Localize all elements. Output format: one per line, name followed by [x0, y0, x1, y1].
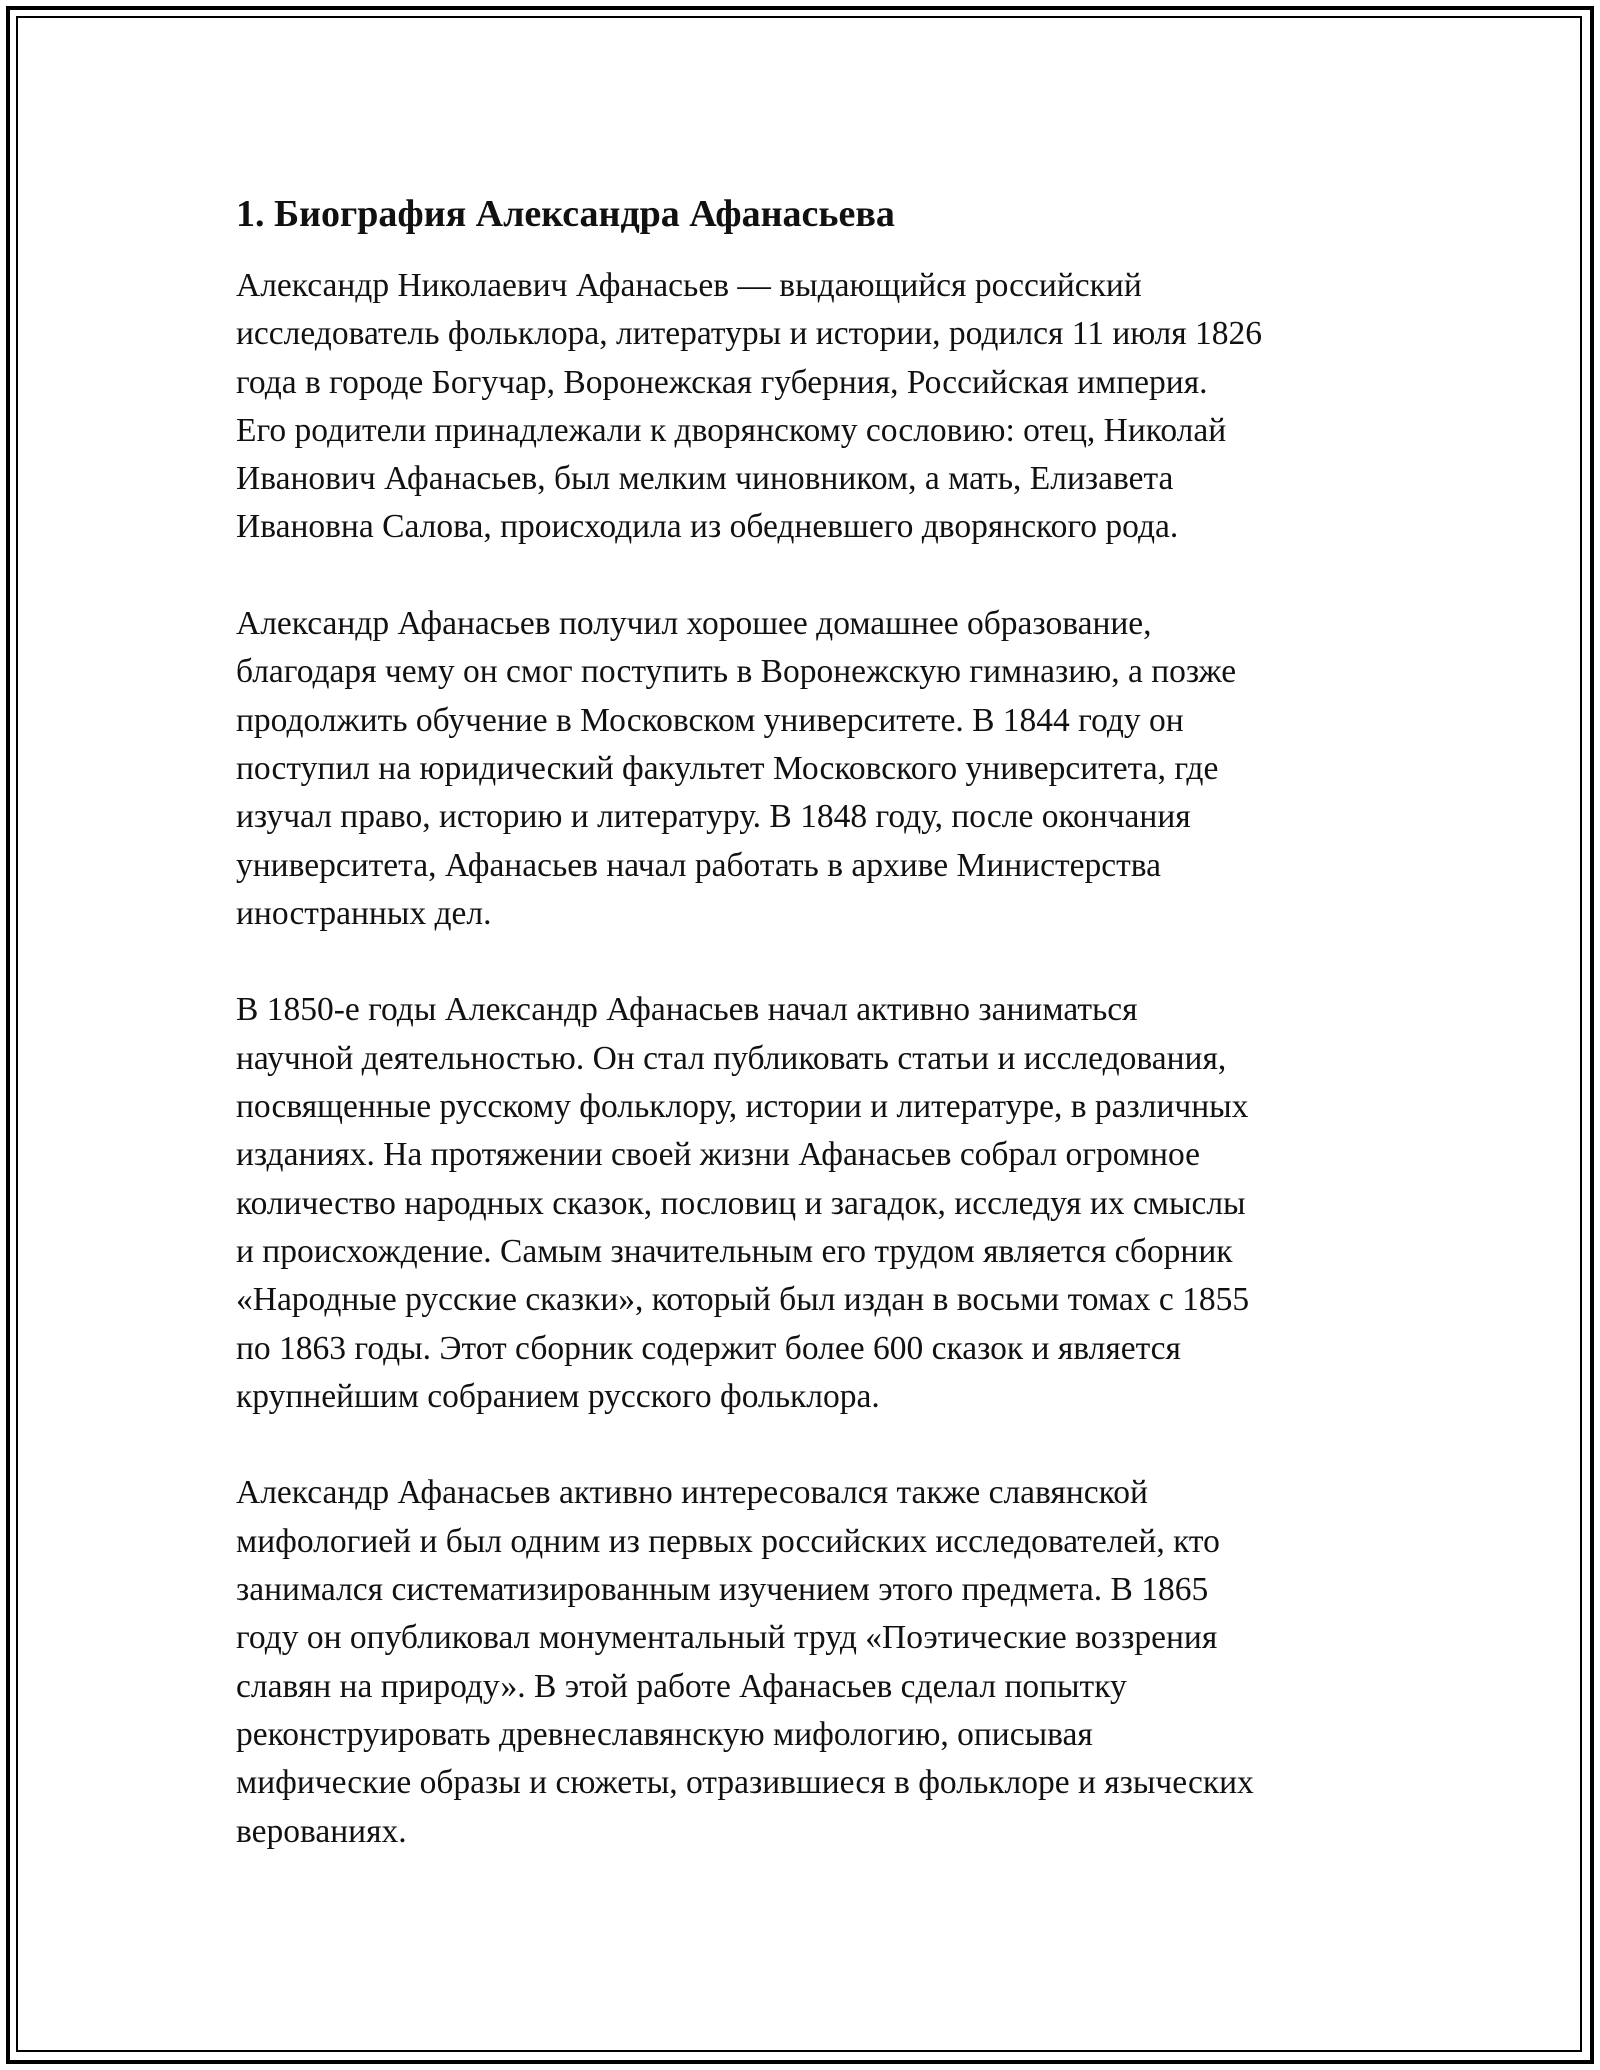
- paragraph-folklore-work: В 1850-е годы Александр Афанасьев начал активно заниматься научной деятельностью. Он стал публиковать статьи и исследования, посвященные русскому фольклору, истории и литературе, в различных изданиях. На протяжении своей жизни Афанасьев собрал огромное количество народных сказок, пословиц и загадок, исследуя их смыслы и происхождение. Самым значительным его трудом является сборник «Народные русские сказки», который был издан в восьми томах с 1855 по 1863 годы. Этот сборник содержит более 600 сказок и является крупнейшим собранием русского фольклора.: [236, 991, 1250, 1415]
- paragraph-mythology: Александр Афанасьев активно интересовался также славянской мифологией и был одним из первых российских исследователей, кто занимался систематизированным изучением этого предмета. В 1865 году он опубликовал монументальный труд «Поэтические воззрения славян на природу». В этой работе Афанасьев сделал попытку реконструировать древнеславянскую мифологию, описывая мифические образы и сюжеты, отразившиеся в фольклоре и языческих верованиях.: [236, 1474, 1254, 1850]
- paragraph-birth-family: Александр Николаевич Афанасьев — выдающийся российский исследователь фольклора, литературы и истории, родился 11 июля 1826 года в городе Богучар, Воронежская губерния, Российская империя. Его родители принадлежали к дворянскому сословию: отец, Николай Иванович Афанасьев, был мелким чиновником, а мать, Елизавета Ивановна Салова, происходила из обедневшего дворянского рода.: [236, 267, 1263, 546]
- document-body: [236, 186, 1386, 1856]
- paragraph-education: Александр Афанасьев получил хорошее домашнее образование, благодаря чему он смог поступить в Воронежскую гимназию, а позже продолжить обучение в Московском университете. В 1844 году он поступил на юридический факультет Московского университета, где изучал право, историю и литературу. В 1848 году, после окончания университета, Афанасьев начал работать в архиве Министерства иностранных дел.: [236, 605, 1237, 932]
- section-heading: 1. Биография Александра Афанасьева: [236, 193, 895, 235]
